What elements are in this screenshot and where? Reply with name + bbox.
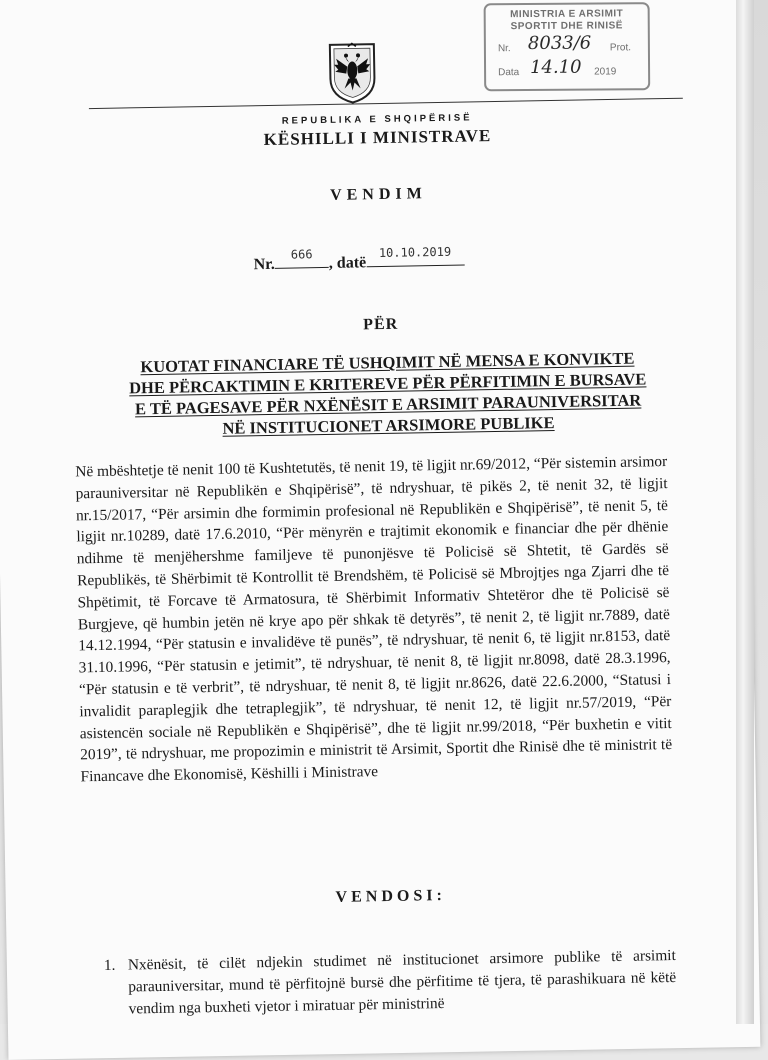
decision-date-blank — [366, 244, 464, 268]
header-divider — [89, 98, 683, 109]
albanian-eagle-emblem-icon — [326, 40, 379, 105]
per-heading: PËR — [363, 315, 399, 334]
decision-heading: VENDIM — [329, 185, 427, 204]
stamp-year-value: 2019 — [594, 66, 617, 78]
stamp-date-label: Data — [498, 67, 520, 79]
decision-nr-value: 666 — [290, 247, 313, 262]
stamp-number-row — [497, 32, 632, 55]
stamp-ministry-line1: MINISTRIA E ARSIMIT — [510, 8, 624, 21]
title-line: DHE PËRCAKTIMIN E KRITEREVE PËR PËRFITIMIN E BURSAVE — [129, 369, 647, 398]
stamp-nr-value: 8033/6 — [527, 32, 592, 55]
registration-stamp — [484, 2, 651, 91]
republic-heading: REPUBLIKA E SHQIPËRISË — [281, 112, 473, 127]
vendosi-heading: VENDOSI: — [335, 886, 446, 906]
preamble-paragraph: Në mbështetje të nenit 100 të Kushtetutës, të nenit 19, të ligjit nr.69/2012, “Për sistemin arsimor parauniversitar në Republikën e Shqipërisë”, të ndryshuar, të pikës 2, të nenit 32, të ligjit nr.15/2017, “Për arsimin dhe formimin profesional në Republikën e Shqipërisë”, të nenit 5, të ligjit nr.10289, datë 17.6.2010, “Për mënyrën e trajtimit ekonomik e financiar dhe për dhënie ndihme të menjëhershme familjeve të punonjësve të Policisë së Shtetit, të Gardës së Republikës, të Shërbimit të Kontrollit të Brendshëm, të Policisë së Mbrojtjes nga Zjarri dhe të Shpëtimit, të Forcave të Armatosura, të Shërbimit Informativ Shtetëror dhe të Policisë së Burgjeve, që humbin jetën në krye apo për shkak të detyrës”, të nenit 2, të ligjit nr.7889, datë 14.12.1994, “Për statusin e invalidëve të punës”, të ndryshuar, të nenit 6, të ligjit nr.8153, datë 31.10.1996, “Për statusin e jetimit”, të ndryshuar, të nenit 8, të ligjit nr.8098, datë 28.3.1996, “Për statusin e të verbrit”, të ndryshuar, të nenit 8, të ligjit nr.8626, datë 22.6.2000, “Statusi i invalidit paraplegjik dhe tetraplegjik”, të ndryshuar, të nenit 12, të ligjit nr.57/2019, “Për asistencën sociale në Republikën e Shqipërisë”, dhe të ligjit nr.99/2018, “Për buxhetin e vitit 2019”, të ndryshuar, me propozimin e ministrit të Arsimit, Sportit dhe Rinisë dhe të ministrit të Financave dhe Ekonomisë, Këshilli i Ministrave — [75, 453, 673, 786]
stamp-date-row — [498, 56, 617, 79]
title-line: KUOTAT FINANCIARE TË USHQIMIT NË MENSA E KONVIKTE — [140, 348, 635, 377]
decision-nr-label: Nr. — [253, 255, 275, 274]
decision-nr-blank — [275, 247, 329, 269]
stamp-ministry-line2: SPORTIT DHE RINISË — [510, 20, 623, 33]
decision-date-label: , datë — [328, 254, 367, 272]
title-line: E TË PAGESAVE PËR NXËNËSIT E ARSIMIT PARAUNIVERSITAR — [134, 390, 642, 419]
list-item-number: 1. — [103, 956, 116, 974]
decision-number-line — [253, 244, 464, 275]
list-item-text: Nxënësit, të cilët ndjekin studimet në institucionet arsimore publike të arsimit parauniversitar, mund të përfitojnë bursë dhe përfitime të tjera, të parashikuara në këtë vendim nga buxheti vjetor i miratuar për ministrinë — [127, 946, 677, 1018]
decision-date-value: 10.10.2019 — [378, 244, 452, 261]
decision-title — [67, 346, 708, 441]
stamp-date-value: 14.10 — [529, 56, 582, 78]
stamp-prot-label: Prot. — [609, 42, 632, 54]
council-heading: KËSHILLI I MINISTRAVE — [263, 126, 492, 150]
title-line: NË INSTITUCIONET ARSIMORE PUBLIKE — [222, 413, 555, 438]
stamp-nr-label: Nr. — [497, 43, 511, 55]
list-item — [104, 945, 677, 1021]
